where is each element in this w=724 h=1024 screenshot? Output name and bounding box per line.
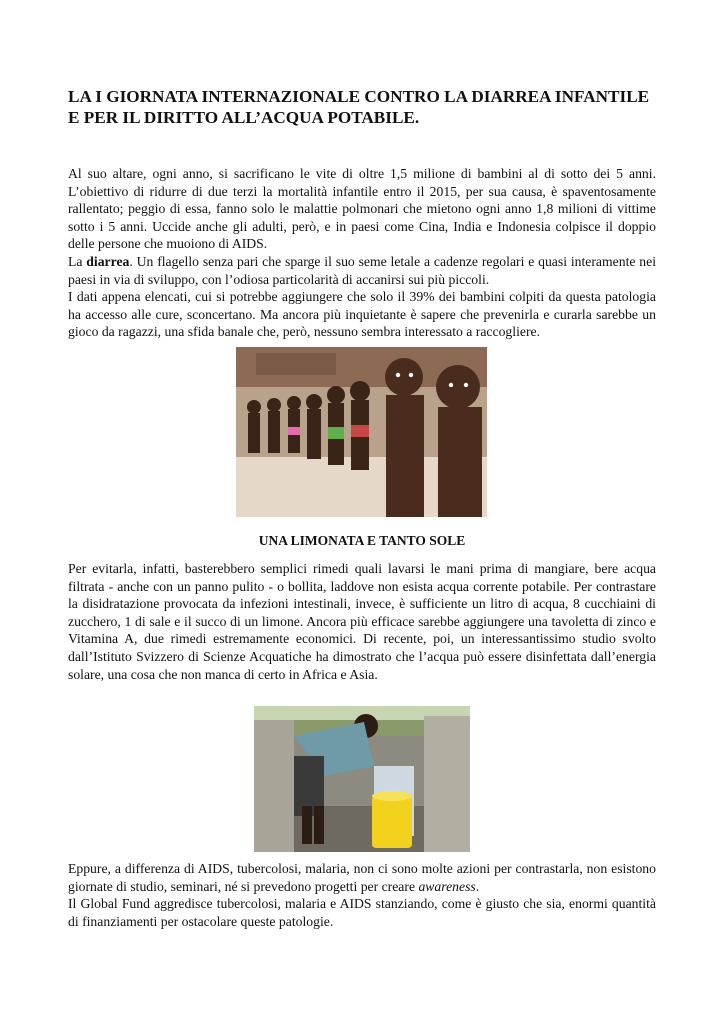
diarrea-keyword: diarrea: [86, 253, 130, 269]
closing-paragraph-1: [68, 860, 656, 895]
intro-paragraph-1: Al suo altare, ogni anno, si sacrificano le vite di oltre 1,5 milione di bambini al di sotto dei 5 anni. L’obiettivo di ridurre di due terzi la mortalità infantile entro il 2015, per sua causa, è spaventosamente rallentato; peggio di essa, fanno solo le malattie polmonari che mietono ogni anno 1,8 milioni di vittime sotto i 5 anni. Uccide anche gli adulti, però, e in paesi come Cina, India e Indonesia colpisce il doppio delle persone che muoiono di AIDS.: [68, 166, 656, 252]
body-paragraph-1: Per evitarla, infatti, basterebbero semplici rimedi quali lavarsi le mani prima di mangiare, bere acqua filtrata - anche con un panno pulito - o bollita, laddove non esista acqua corrente potabile. Per contrastare la disidratazione provocata da infezioni intestinali, invece, è sufficiente un litro di acqua, 8 cucchiaini di zucchero, 1 di sale e il succo di un limone. Ancora più efficace sarebbe aggiungere una tavoletta di zinco e Vitamina A, due rimedi estremamente economici. Di recente, poi, un interessantissimo studio svolto dall’Istituto Svizzero di Scienze Acquatiche ha dimostrato che l’acqua può essere disinfettata dall’energia solare, una cosa che non manca di certo in Africa e Asia.: [68, 561, 656, 682]
closing-section: [68, 860, 656, 930]
closing-paragraph-2: Il Global Fund aggredisce tubercolosi, malaria e AIDS stanziando, come è giusto che sia, enormi quantità di finanziamenti per ostacolare queste patologie.: [68, 896, 656, 929]
section-heading: UNA LIMONATA E TANTO SOLE: [258, 533, 466, 548]
closing-p1-text: Eppure, a differenza di AIDS, tubercolosi, malaria, non ci sono molte azioni per contrastarla, non esistono giornate di studio, seminari, né si prevedono progetti per creare: [68, 861, 656, 894]
intro-section: [68, 165, 656, 341]
body-section: [68, 560, 656, 683]
title-line-2: E PER IL DIRITTO ALL’ACQUA POTABILE.: [68, 108, 420, 127]
closing-p1-end: .: [475, 878, 480, 894]
intro-p2-prefix: La: [68, 253, 87, 269]
intro-p2-rest: . Un flagello senza pari che sparge il suo seme letale a cadenze regolari e quasi interamente nei paesi in via di sviluppo, con l’odiosa particolarità di accanirsi sui più piccoli.: [68, 253, 657, 287]
article-title: [68, 86, 668, 128]
child-at-water-tap-photo: [254, 706, 470, 852]
intro-paragraph-3: I dati appena elencati, cui si potrebbe aggiungere che solo il 39% dei bambini colpiti da questa patologia ha accesso alle cure, sconcertano. Ma ancora più inquietante è sapere che prevenirla e curarla sarebbe un gioco da ragazzi, una sfida banale che, però, nessuno sembra interessato a raccogliere.: [68, 289, 656, 340]
children-line-photo: [236, 347, 487, 517]
intro-paragraph-2: [68, 253, 656, 288]
title-line-1: LA I GIORNATA INTERNAZIONALE CONTRO LA DIARREA INFANTILE: [68, 87, 650, 106]
awareness-term: awareness: [418, 878, 476, 894]
